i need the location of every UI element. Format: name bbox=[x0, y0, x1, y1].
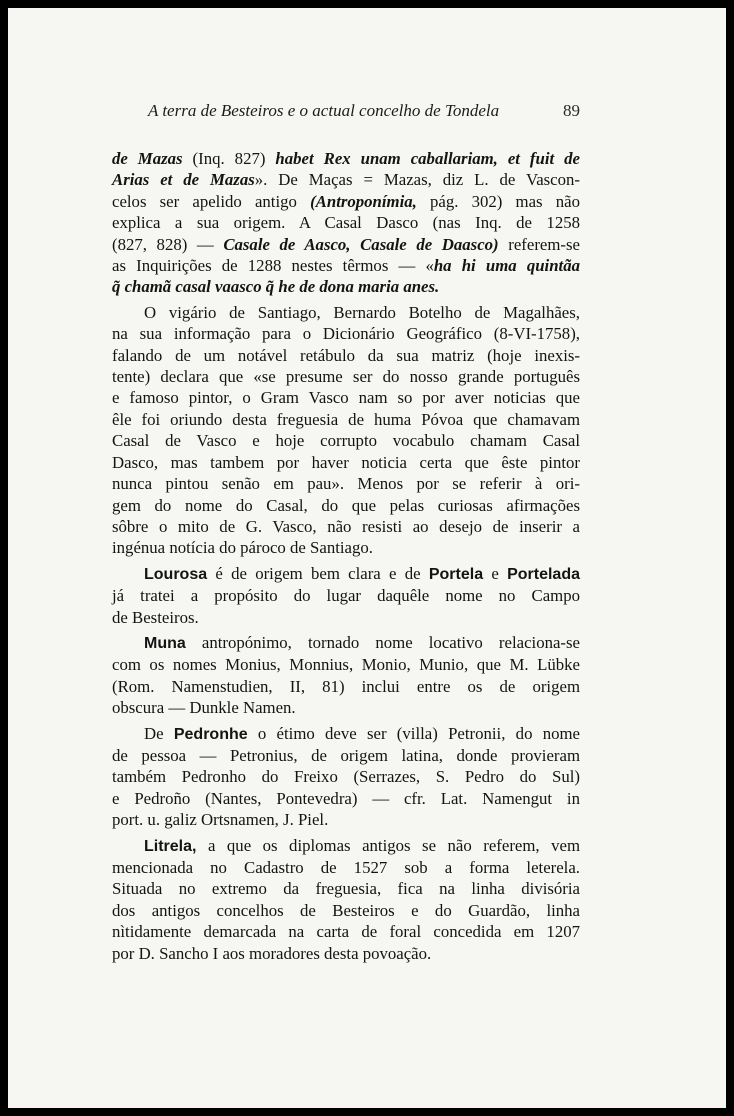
text-run: II, 81) inclui entre os de origem bbox=[272, 676, 580, 696]
place-name-keyword: Litrela, bbox=[144, 837, 197, 855]
text-run: e famoso pintor, o Gram Vasco nam so por aver noticias que bbox=[112, 388, 580, 408]
text-run: a que os diplomas antigos se não referem, vem bbox=[196, 835, 580, 855]
text-run: obscura — bbox=[112, 698, 190, 718]
text-run: de Mazas bbox=[112, 149, 183, 168]
text-line bbox=[112, 191, 580, 212]
text-run: (Rom. Namenstudien, bbox=[112, 676, 273, 696]
text-line bbox=[112, 900, 580, 921]
text-line bbox=[112, 723, 580, 745]
place-name-keyword: Muna bbox=[144, 634, 186, 652]
text-run: (Inq. 827) bbox=[182, 149, 276, 168]
text-line bbox=[112, 345, 580, 366]
text-line bbox=[112, 473, 580, 494]
text-run: de Besteiros. bbox=[112, 607, 199, 627]
text-run: mencionada no Cadastro de 1527 sob a forma bbox=[112, 858, 527, 877]
text-run: ingénua notícia do pároco de Santiago. bbox=[112, 538, 373, 558]
text-line bbox=[112, 563, 580, 585]
text-run: antropónimo, tornado nome locativo relaciona-se bbox=[185, 632, 580, 652]
text-run: J. Piel. bbox=[278, 810, 329, 830]
text-run: e Pedroño (Nantes, Pontevedra) — cfr. bbox=[112, 788, 441, 808]
text-run: Casal de Vasco e hoje bbox=[112, 431, 321, 451]
text-run: chamam Casal bbox=[454, 431, 581, 451]
text-run: Dunkle Namen. bbox=[189, 698, 296, 718]
text-run: habet Rex unam caballariam, et fuit de bbox=[275, 149, 580, 168]
text-line bbox=[112, 943, 580, 964]
text-line bbox=[112, 766, 580, 787]
text-run: q̃ chamã casal vaasco q̃ he de dona maria anes. bbox=[112, 277, 440, 297]
text-run: o étimo deve ser (villa) bbox=[247, 723, 449, 743]
text-run: Arias et de Mazas bbox=[112, 170, 255, 190]
text-run: Dicionário Geográfico bbox=[322, 324, 482, 344]
place-name-keyword: Lourosa bbox=[144, 565, 208, 583]
text-run: na sua informação para o bbox=[112, 324, 323, 344]
text-line bbox=[112, 387, 580, 408]
text-line bbox=[112, 809, 580, 830]
text-run: também Pedronho do Freixo (Serrazes, S. Pedro do Sul) bbox=[112, 767, 580, 787]
text-line bbox=[112, 302, 580, 323]
text-run: Petronii, bbox=[448, 723, 506, 743]
place-name-keyword: Portelada bbox=[507, 565, 580, 583]
text-run: (827, 828) — bbox=[112, 234, 224, 254]
text-line bbox=[112, 632, 580, 654]
text-run: ». De Maças = Mazas, diz L. de Vascon- bbox=[254, 170, 580, 190]
text-run: O vigário de Santiago, Bernardo Botelho de Magalhães, bbox=[144, 302, 580, 322]
text-line bbox=[112, 835, 580, 857]
page-number: 89 bbox=[563, 101, 580, 120]
text-line bbox=[112, 430, 580, 451]
place-name-keyword: Pedronhe bbox=[173, 725, 248, 743]
text-run: nunca pintou senão em pau». Menos por se referir à ori- bbox=[112, 474, 580, 494]
text-run: corrupto vocabulo bbox=[320, 431, 455, 451]
text-run: é de origem bem clara e de bbox=[207, 563, 429, 583]
book-page bbox=[8, 8, 726, 1108]
text-line bbox=[112, 169, 580, 190]
text-run: falando de um notável retábulo da sua matriz (hoje inexis- bbox=[112, 345, 580, 365]
text-run: por D. Sancho I aos moradores desta povoação. bbox=[112, 943, 432, 963]
text-run: port. u. galiz Ortsnamen, bbox=[112, 810, 279, 830]
text-line bbox=[112, 495, 580, 516]
text-run: que M. Lübke bbox=[468, 655, 581, 675]
running-head bbox=[148, 101, 580, 121]
text-line bbox=[112, 212, 580, 233]
text-run: Monius, Monnius, Monio, Munio, bbox=[225, 655, 469, 675]
text-line bbox=[112, 607, 580, 628]
text-run: nìtidamente demarcada na carta de foral concedida em 1207 bbox=[112, 922, 580, 942]
text-line bbox=[112, 878, 580, 899]
text-run: do nome bbox=[505, 723, 581, 743]
text-run: De bbox=[144, 723, 174, 743]
text-run: êle foi oriundo desta freguesia de huma Póvoa que chamavam bbox=[112, 409, 580, 429]
text-line bbox=[112, 276, 580, 297]
text-run: sôbre o mito de G. Vasco, não resisti ao desejo de inserir a bbox=[112, 516, 580, 536]
text-run: dos antigos concelhos de Besteiros e do Guardão, linha bbox=[112, 900, 580, 920]
text-run: (8-VI-1758), bbox=[481, 324, 580, 344]
text-run: gem do nome do Casal, do que pelas curiosas afirmações bbox=[112, 495, 580, 515]
text-line bbox=[112, 148, 580, 169]
text-run: com os nomes bbox=[112, 655, 226, 675]
text-line bbox=[112, 366, 580, 387]
text-run: Lat. Namengut in bbox=[440, 788, 580, 808]
text-line bbox=[112, 697, 580, 718]
text-run: referem-se bbox=[498, 234, 580, 254]
text-run: de origem latina, donde provieram bbox=[297, 745, 580, 765]
text-run: as Inquirições de 1288 nestes têrmos — « bbox=[112, 256, 434, 276]
text-run: de pessoa — bbox=[112, 745, 230, 765]
place-name-keyword: Portela bbox=[428, 565, 484, 583]
text-run: (Antroponímia, bbox=[310, 191, 417, 211]
text-line bbox=[112, 676, 580, 697]
text-run: celos ser apelido antigo bbox=[112, 191, 311, 211]
text-run: leterela. bbox=[526, 858, 580, 877]
text-line bbox=[112, 516, 580, 537]
text-line bbox=[112, 452, 580, 473]
text-line bbox=[112, 409, 580, 430]
text-line bbox=[112, 323, 580, 344]
text-line bbox=[112, 255, 580, 276]
text-line bbox=[112, 788, 580, 809]
text-line bbox=[112, 234, 580, 255]
text-run: Dasco, mas tambem por haver noticia certa que êste pintor bbox=[112, 452, 580, 472]
text-run: Petronius, bbox=[229, 745, 298, 765]
text-run: ha hi uma quintãa bbox=[433, 256, 580, 276]
text-run: Situada no extremo da freguesia, fica na linha divisória bbox=[112, 879, 580, 899]
text-run: já tratei a propósito do lugar daquêle nome no Campo bbox=[112, 586, 580, 606]
running-head-title: A terra de Besteiros e o actual concelho de Tondela bbox=[148, 101, 500, 120]
text-line bbox=[112, 654, 580, 675]
text-run: pág. 302) mas não bbox=[416, 191, 580, 211]
text-line bbox=[112, 537, 580, 558]
text-line bbox=[112, 585, 580, 606]
text-run: tente) declara que «se presume ser do nosso grande português bbox=[112, 367, 580, 387]
text-run: e bbox=[483, 563, 508, 583]
text-line bbox=[112, 921, 580, 942]
text-line bbox=[112, 857, 580, 878]
text-line bbox=[112, 745, 580, 766]
text-run: Casale de Aasco, Casale de Daasco) bbox=[223, 234, 499, 254]
text-run: explica a sua origem. A Casal Dasco (nas Inq. de 1258 bbox=[112, 213, 580, 233]
body-text bbox=[112, 148, 580, 964]
